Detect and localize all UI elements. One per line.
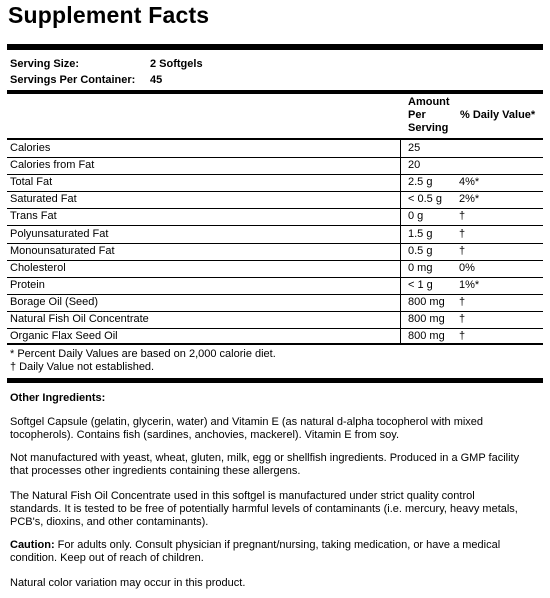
nutrient-name: Protein (10, 278, 45, 291)
table-row (7, 311, 543, 329)
amount-header-line3: Serving (408, 122, 449, 134)
nutrient-daily-value: † (459, 330, 466, 343)
fish-oil-line1: The Natural Fish Oil Concentrate used in this softgel is manufactured under strict quality control (10, 490, 475, 502)
allergen-line1: Not manufactured with yeast, wheat, gluten, milk, egg or shellfish ingredients. Produced in a GMP facility (10, 452, 520, 464)
fish-oil-line3: PCB's, dioxins, and other contaminants). (10, 516, 209, 528)
nutrient-name: Saturated Fat (10, 193, 77, 206)
nutrient-amount: 800 mg (408, 295, 445, 308)
nutrient-name: Natural Fish Oil Concentrate (10, 313, 149, 325)
table-row (7, 294, 543, 312)
caution-label: Caution: (10, 539, 55, 551)
nutrient-daily-value: † (459, 210, 466, 223)
other-ingredients-heading: Other Ingredients: (10, 392, 106, 404)
nutrient-daily-value: † (459, 227, 466, 240)
nutrient-name: Total Fat (10, 176, 53, 189)
nutrient-amount: 800 mg (408, 330, 445, 343)
nutrient-amount: 0 mg (408, 261, 433, 274)
servings-per-container-value: 45 (150, 74, 163, 86)
table-row (7, 140, 543, 158)
nutrient-amount: < 0.5 g (408, 193, 442, 206)
nutrient-name: Trans Fat (10, 210, 57, 223)
caution-paragraph (10, 539, 540, 565)
nutrient-amount: 25 (408, 142, 421, 154)
nutrient-name: Calories (10, 142, 51, 154)
color-variation-note: Natural color variation may occur in this product. (10, 577, 246, 589)
nutrient-amount: 1.5 g (408, 227, 433, 240)
nutrient-daily-value: 0% (459, 261, 475, 274)
caution-text: For adults only. Consult physician if pregnant/nursing, taking medication, or have a medical (54, 539, 501, 551)
nutrient-name: Organic Flax Seed Oil (10, 330, 118, 343)
ingredients-line1: Softgel Capsule (gelatin, glycerin, water) and Vitamin E (as natural d-alpha tocopherol with mixed (10, 416, 484, 428)
table-row (7, 243, 543, 261)
top-thick-rule (7, 44, 543, 50)
nutrient-amount: 20 (408, 159, 421, 172)
table-row (7, 191, 543, 209)
nutrient-name: Monounsaturated Fat (10, 244, 115, 257)
allergen-paragraph (10, 452, 540, 478)
amount-column-divider (400, 140, 401, 344)
daily-value-header: % Daily Value* (460, 109, 536, 121)
nutrient-name: Polyunsaturated Fat (10, 227, 109, 240)
fish-oil-paragraph (10, 490, 540, 529)
nutrient-name: Calories from Fat (10, 159, 95, 172)
nutrient-amount: 800 mg (408, 313, 445, 325)
table-row (7, 208, 543, 226)
ingredients-line2: tocopherols). Contains fish (sardines, anchovies, mackerel). Vitamin E from soy. (10, 429, 400, 441)
table-row (7, 174, 543, 192)
serving-thick-rule (7, 90, 543, 94)
nutrient-name: Cholesterol (10, 261, 66, 274)
servings-per-container (10, 74, 163, 86)
table-row (7, 157, 543, 175)
percent-daily-footnote: * Percent Daily Values are based on 2,000 calorie diet. (10, 348, 276, 360)
table-row (7, 226, 543, 244)
serving-size-value: 2 Softgels (150, 58, 203, 70)
nutrient-daily-value: † (459, 244, 466, 257)
nutrient-amount: 0.5 g (408, 244, 433, 257)
ingredients-paragraph (10, 416, 540, 442)
amount-per-serving-header (408, 96, 450, 135)
nutrient-daily-value: 2%* (459, 193, 480, 206)
caution-line2: condition. Keep out of reach of children. (10, 552, 204, 564)
nutrient-amount: < 1 g (408, 278, 433, 291)
nutrient-amount: 0 g (408, 210, 424, 223)
fish-oil-line2: standards. It is tested to be free of potentially harmful levels of contaminants (i.e. mercury, heavy metals, (10, 503, 518, 515)
bottom-thick-rule (7, 378, 543, 383)
dagger-footnote: † Daily Value not established. (10, 361, 155, 373)
nutrient-name: Borage Oil (Seed) (10, 295, 99, 308)
allergen-line2: that processes other ingredients containing these allergens. (10, 465, 301, 477)
amount-header-line2: Per (408, 109, 426, 121)
servings-per-container-label: Servings Per Container: (10, 74, 136, 86)
nutrient-daily-value: 1%* (459, 278, 480, 291)
amount-header-line1: Amount (408, 96, 450, 108)
nutrient-daily-value: 4%* (459, 176, 480, 189)
nutrient-amount: 2.5 g (408, 176, 433, 189)
table-row (7, 277, 543, 295)
caution-line1 (10, 539, 540, 552)
serving-size (10, 58, 203, 70)
serving-size-label: Serving Size: (10, 58, 80, 70)
table-bottom-rule (7, 343, 543, 345)
nutrient-daily-value: † (459, 295, 466, 308)
nutrient-daily-value: † (459, 313, 466, 325)
table-row (7, 260, 543, 278)
panel-title: Supplement Facts (8, 2, 210, 28)
